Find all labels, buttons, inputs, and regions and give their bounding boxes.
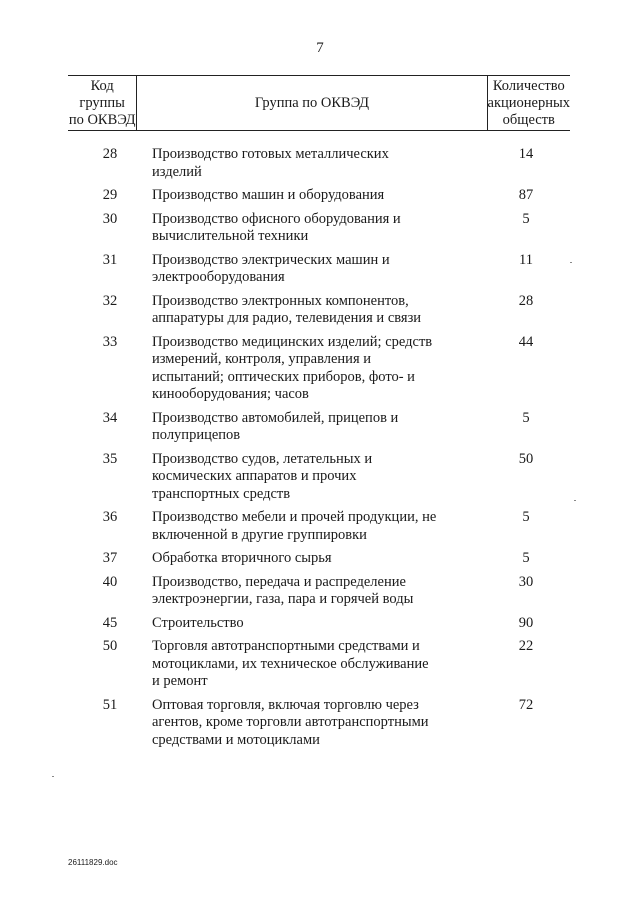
company-count: 11 [519,251,533,268]
company-count: 14 [518,146,534,162]
okved-group-line: аппаратуры для радио, телевидения и связи [152,310,422,326]
okved-group [148,574,452,609]
table-row [68,252,570,287]
okved-code: 34 [102,409,118,426]
okved-group [148,451,452,504]
okved-group-line: транспортных средств [152,485,291,502]
okved-group [148,550,452,568]
okved-group-line: Производство мебели и прочей продукции, не [152,509,437,525]
table-row [68,697,570,750]
header-count-line: обществ [502,111,555,128]
table-row [68,146,570,181]
okved-group [148,509,452,544]
table-header [68,75,570,131]
okved-code: 45 [102,614,118,631]
table-row [68,574,570,609]
okved-group [148,187,452,205]
okved-code: 29 [102,187,118,203]
scan-speck [52,776,54,777]
table-row [68,615,570,633]
okved-code: 31 [102,251,118,268]
okved-group-line: полуприцепов [152,427,241,443]
table-row [68,451,570,504]
okved-group [148,252,452,287]
table-row [68,509,570,544]
header-code-line: Код [90,77,114,94]
company-count: 72 [518,696,534,713]
okved-group-line: Производство электронных компонентов, [152,292,409,309]
okved-group-line: Строительство [152,614,244,631]
okved-group-line: средствами и мотоциклами [152,731,320,748]
okved-code: 28 [102,146,118,162]
okved-group-line: космических аппаратов и прочих [152,468,357,484]
okved-code: 51 [102,696,118,713]
table-row [68,334,570,404]
okved-code: 36 [102,509,118,525]
okved-group-line: Производство электрических машин и [152,251,390,268]
okved-group-line: Производство, передача и распределение [152,573,406,590]
document-reference: 26111829.doc [68,858,118,867]
okved-group-line: Торговля автотранспортными средствами и [152,638,420,654]
okved-group [148,615,452,633]
okved-group-line: Оптовая торговля, включая торговлю через [152,696,419,713]
okved-group-line: электроэнергии, газа, пара и горячей воды [152,591,414,607]
company-count: 30 [518,573,534,590]
table-row [68,550,570,568]
okved-group-line: кинооборудования; часов [152,386,309,402]
okved-group [148,697,452,750]
company-count: 5 [522,509,530,525]
okved-group-line: измерений, контроля, управления и [152,351,372,367]
okved-group-line: Обработка вторичного сырья [152,550,332,566]
okved-code: 40 [102,573,118,590]
header-count-line: Количество [492,77,565,94]
table-body [68,146,570,749]
company-count: 50 [518,450,534,467]
company-count: 5 [522,210,530,227]
header-code [68,76,136,130]
header-group-label: Группа по ОКВЭД [254,94,369,111]
scan-speck [570,262,572,263]
header-count [488,76,570,130]
table-row [68,410,570,445]
okved-group-line: Производство автомобилей, прицепов и [152,409,399,426]
okved-group-line: изделий [152,163,202,180]
okved-code: 30 [102,210,118,227]
company-count: 90 [518,614,534,631]
okved-group [148,334,452,404]
okved-group-line: Производство медицинских изделий; средств [152,333,433,350]
okved-group-line: мотоциклами, их техническое обслуживание [152,655,429,672]
page-number: 7 [316,40,324,56]
header-group [136,76,487,130]
okved-group-line: электрооборудования [152,269,285,285]
scan-speck [574,500,576,501]
okved-code: 33 [102,333,118,350]
okved-group-line: включенной в другие группировки [152,526,367,543]
company-count: 28 [518,292,534,309]
okved-group [148,293,452,328]
okved-group-line: испытаний; оптических приборов, фото- и [152,368,415,385]
table-row [68,638,570,691]
company-count: 44 [518,333,534,350]
header-code-line: группы [79,94,125,111]
okved-group-line: и ремонт [152,673,208,689]
company-count: 87 [518,187,534,203]
table-row [68,187,570,205]
company-count: 22 [518,638,534,654]
header-code-line: по ОКВЭД [68,111,136,128]
okved-group-line: вычислительной техники [152,228,309,244]
okved-group [148,638,452,691]
okved-code: 37 [102,550,118,566]
okved-group-line: Производство машин и оборудования [152,187,385,203]
okved-group-line: Производство офисного оборудования и [152,210,401,227]
table-row [68,293,570,328]
company-count: 5 [522,409,530,426]
okved-group-line: Производство судов, летательных и [152,450,373,467]
table-row [68,211,570,246]
header-count-line: акционерных [487,94,570,111]
okved-group [148,146,452,181]
okved-group [148,211,452,246]
company-count: 5 [522,550,530,566]
okved-code: 50 [102,638,118,654]
okved-group-line: агентов, кроме торговли автотранспортными [152,714,429,730]
okved-code: 32 [102,292,118,309]
okved-group [148,410,452,445]
okved-group-line: Производство готовых металлических [152,146,389,162]
okved-code: 35 [102,450,118,467]
